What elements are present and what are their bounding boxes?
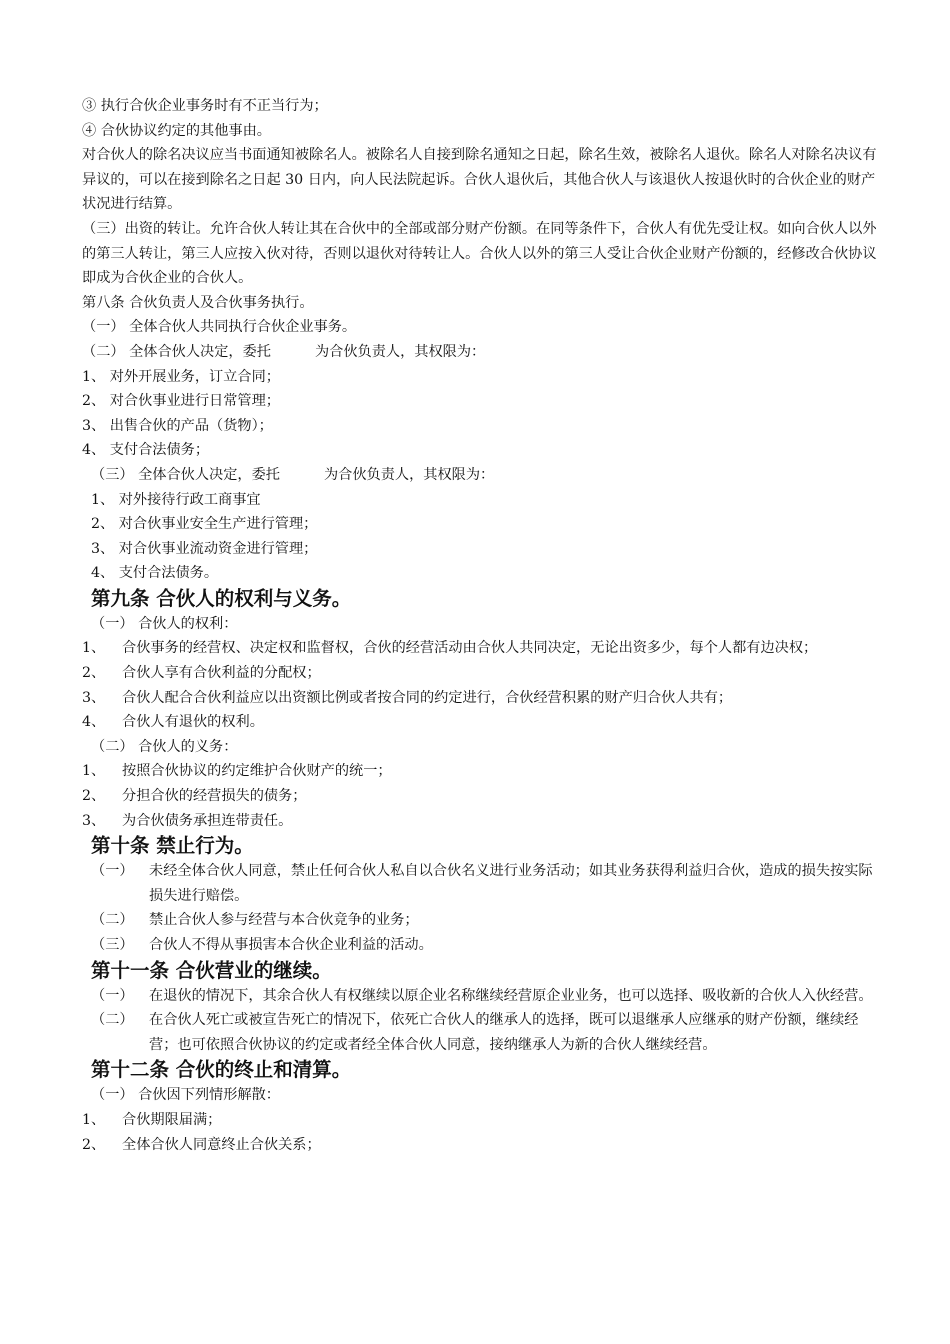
list-item: [82, 784, 882, 809]
list-item: 1、 对外开展业务，订立合同；: [82, 368, 280, 385]
list-item: 4、 支付合法债务。: [91, 565, 219, 582]
clause-line: ④ 合伙协议约定的其他事由。: [82, 122, 271, 139]
article-9-heading: 第九条 合伙人的权利与义务。: [91, 586, 352, 610]
sub-heading: （一） 合伙人的权利：: [91, 615, 238, 632]
list-item: [82, 1008, 882, 1057]
item-number: 4、: [82, 714, 106, 731]
item-number: 2、: [82, 1136, 106, 1153]
item-text: 按照合伙协议的约定维护合伙财产的统一；: [122, 763, 392, 780]
item-text: 合伙人不得从事损害本合伙企业利益的活动。: [149, 937, 433, 953]
item-text: 禁止合伙人参与经营与本合伙竞争的业务；: [149, 912, 419, 929]
list-item: [82, 759, 882, 784]
list-item: [82, 710, 882, 735]
item-text: 合伙人有退伙的权利。: [122, 714, 264, 731]
list-item: [82, 984, 882, 1009]
list-item: [82, 686, 882, 711]
list-item: 3、 对合伙事业流动资金进行管理；: [91, 540, 318, 557]
article-12-heading: 第十二条 合伙的终止和清算。: [91, 1058, 352, 1082]
item-number: （一）: [91, 987, 134, 1004]
item-number: （二）: [91, 912, 134, 929]
list-item: [82, 636, 882, 661]
item-number: 1、: [82, 763, 106, 780]
list-item: 3、 出售合伙的产品（货物）；: [82, 417, 273, 434]
item-text: 合伙人享有合伙利益的分配权；: [122, 665, 321, 682]
list-item: [82, 809, 882, 834]
sub-heading: （一） 合伙因下列情形解散：: [91, 1087, 280, 1104]
item-number: 3、: [82, 812, 106, 829]
item-text: 在退伙的情况下，其余合伙人有权继续以原企业名称继续经营原企业业务，也可以选择、吸收新的合伙人入伙经营。: [149, 987, 873, 1004]
article-10-heading: 第十条 禁止行为。: [91, 834, 254, 858]
item-text: 全体合伙人同意终止合伙关系；: [122, 1136, 321, 1153]
item-text: 分担合伙的经营损失的债务；: [122, 788, 307, 805]
clause-line: （一） 全体合伙人共同执行合伙企业事务。: [82, 319, 357, 336]
clause-text: 为合伙负责人，其权限为：: [323, 466, 495, 483]
item-number: 1、: [82, 1111, 106, 1128]
list-item: 2、 对合伙事业安全生产进行管理；: [91, 516, 318, 533]
clause-text: 为合伙负责人，其权限为：: [314, 343, 486, 360]
item-number: （一）: [91, 863, 134, 880]
list-item: [82, 859, 882, 908]
list-item: 4、 支付合法债务；: [82, 442, 210, 459]
item-number: 2、: [82, 665, 106, 682]
clause-line: ③ 执行合伙企业事务时有不正当行为；: [82, 98, 328, 114]
clause-line: [82, 463, 882, 488]
sub-heading: （二） 合伙人的义务：: [91, 738, 238, 755]
item-text: 在合伙人死亡或被宣告死亡的情况下，依死亡合伙人的继承人的选择，既可以退继承人应继承的财产份额，继续经营；也可依照合伙协议的约定或者经全体合伙人同意，接纳继承人为新的合伙人继续经营。: [149, 1012, 859, 1053]
item-text: 合伙事务的经营权、决定权和监督权，合伙的经营活动由合伙人共同决定，无论出资多少，每个人都有边决权；: [122, 640, 818, 657]
list-item: [82, 661, 882, 686]
item-text: 合伙人配合合伙利益应以出资额比例或者按合同的约定进行，合伙经营积累的财产归合伙人共有；: [122, 689, 733, 706]
list-item: [82, 1108, 882, 1133]
list-item: 2、 对合伙事业进行日常管理；: [82, 393, 280, 410]
clause-text: （三） 全体合伙人决定，委托: [91, 466, 280, 483]
clause-text: （二） 全体合伙人决定，委托: [82, 343, 271, 360]
item-number: 2、: [82, 788, 106, 805]
item-number: （三）: [91, 937, 134, 953]
article-8-title: 第八条 合伙负责人及合伙事务执行。: [82, 294, 314, 311]
document-page: [82, 94, 882, 1157]
paragraph: 对合伙人的除名决议应当书面通知被除名人。被除名人自接到除名通知之日起，除名生效，被除名人退伙。除名人对除名决议有异议的，可以在接到除名之日起 30 日内，向人民法院起诉。合伙人退伙后，其他合伙人与该退伙人按退伙时的合伙企业的财产状况进行结算。: [82, 147, 877, 213]
item-text: 合伙期限届满；: [122, 1111, 222, 1128]
list-item: [82, 1133, 882, 1158]
list-item: [82, 908, 882, 933]
item-text: 为合伙债务承担连带责任。: [122, 812, 293, 829]
item-number: 1、: [82, 640, 106, 657]
clause-line: [82, 340, 882, 365]
item-number: （二）: [91, 1012, 134, 1029]
article-11-heading: 第十一条 合伙营业的继续。: [91, 958, 332, 982]
paragraph: （三）出资的转让。允许合伙人转让其在合伙中的全部或部分财产份额。在同等条件下，合伙人有优先受让权。如向合伙人以外的第三人转让，第三人应按入伙对待，否则以退伙对待转让人。合伙人以外的第三人受让合伙企业财产份额的，经修改合伙协议即成为合伙企业的合伙人。: [82, 220, 877, 287]
item-number: 3、: [82, 689, 106, 706]
list-item: 1、 对外接待行政工商事宜: [91, 491, 261, 508]
list-item: [82, 933, 882, 958]
item-text: 未经全体合伙人同意，禁止任何合伙人私自以合伙名义进行业务活动；如其业务获得利益归合伙，造成的损失按实际损失进行赔偿。: [149, 863, 873, 904]
